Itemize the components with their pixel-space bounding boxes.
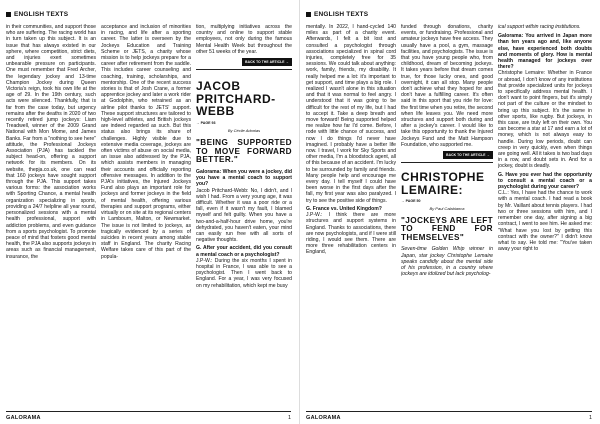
- interview-question: G. After your accident, did you consult a mental coach or a psychologist?: [196, 245, 292, 258]
- divider: [196, 69, 292, 70]
- magazine-brand: GALORAMA: [6, 414, 41, 421]
- section-title: ENGLISH TEXTS: [314, 10, 369, 18]
- page-number: 1: [588, 414, 592, 421]
- article-title: CHRISTOPHE LEMAIRE:: [401, 170, 485, 197]
- interview-answer: J.P-W.: I think there are more structures and support systems in England. Thanks to associations, there are now psychologists, and if I were still riding, I would see them. There are more three rehabilitation centers in England,: [306, 212, 396, 256]
- right-column-1: [306, 24, 396, 404]
- left-column-2: [101, 24, 191, 404]
- section-marker-icon: [306, 12, 311, 17]
- interview-question: Galorama: When you were a jockey, did you have a mental coach to support you?: [196, 168, 292, 188]
- right-column-3: [498, 24, 592, 404]
- standfirst: Seven-time Golden Whip winner in Japan, star jockey Christophe Lemaire speaks candidly about the mental side of his profession, in a country where jockeys are idolized but lack psycholog-: [401, 246, 493, 278]
- back-to-article-button[interactable]: BACK TO THE ARTICLE →: [443, 151, 493, 159]
- back-to-article-button[interactable]: BACK TO THE ARTICLE →: [242, 58, 292, 66]
- body-text: in their communities, and support those who are suffering. The racing world has in turn taken up this subject. It is an issue that has always existed in our sphere, where competition, strict diets, and injuries exert sometimes unbearable pressure on participants. One must remember that Fred Archer, the legendary jockey and 13-time Champion Jockey during Queen Victoria's reign, took his own life at the age of 29. In the 19th century, such acts were silenced. Thankfully, that is far from the case today, but urgency remains after the deaths in 2020 of two recently retired jump jockeys: Liam Treadwell, winner of the 2009 Grand National with Mon Mome, and James Banks. Far from a "nothing to see here" attitude, the Professional Jockeys Association (PJA) has tackled the subject head-on, offering a support network for its members. On its website, thepja.co.uk, one can read that 160 jockeys have sought support through the PJA. This support takes various forms: the association works with Sporting Chance, a mental health organization specializing in sports, providing a 24/7 helpline all year round, personalized sessions with a mental health professional, support with addiction problems, and even guidance from a sports psychologist. To promote peace of mind that fosters good mental health, the PJA also supports jockeys in areas such as financial management, insurance, the: [6, 24, 96, 260]
- interview-question: Galorama: You arrived in Japan more than ten years ago and, like anyone else, have experienced both doubts and moments of glory. How is mental health managed for jockeys over there?: [498, 33, 592, 71]
- pull-quote: "JOCKEYS ARE LEFT TO FEND FOR THEMSELVES": [401, 215, 493, 242]
- left-page-footer: [6, 411, 291, 421]
- pull-quote: "BEING SUPPORTED TO MOVE FORWARD BETTER.": [196, 138, 292, 165]
- standfirst-continued: ical support within racing institutions.: [498, 24, 581, 30]
- left-column-1: [6, 24, 96, 404]
- body-text: acceptance and inclusion of minorities in racing, and life after a sporting career. The latter is overseen by the Jockeys Education and Training Scheme or JETS, a charity whose mission is to help jockeys prepare for a career after retirement from the saddle. This includes career counseling and coaching, training, scholarships, and mentorship. One of the recent success stories is that of Josh Crane, a former apprentice jockey and later a work rider at Godolphin, who retrained as an airline pilot thanks to JETS' support. These support structures are tailored to high-level athletes, and British jockeys are indeed regarded as such. But this status also brings its share of challenges. Highly visible due to extensive media coverage, jockeys are often victims of abuse on social media, an issue also addressed by the PJA, which assists members in managing their accounts and officially reporting offensive messages. In addition to the PJA's initiatives, the Injured Jockeys Fund also plays an important role for jockeys and former jockeys in the field of mental health, offering various therapies and support programs, either virtually or on site at its regional centers in Lambourn, Malton, or Newmarket. The issue is not limited to jockeys, as tragically evidenced by a series of suicides in recent years among stable staff in England. The charity Racing Welfare takes care of this part of the popula-: [101, 24, 191, 260]
- interview-answer: J.P-W.: During the six months I spent in hospital in France, I was able to see a psychologist. Then I went back to England. For a year, I was very focused on my rehabilitation, which kept me busy: [196, 257, 292, 289]
- interview-answer: C.L.: Yes, I have had the chance to work with a mental coach. I had read a book by Mr. Vaillant about tennis players. I had two or three sessions with him, and I remember one day, after signing a big contract, I went to see him. He asked me: "What have you lost by getting this contract with the owner?" I didn't know what to say. He told me: "You've taken away your right to: [498, 190, 592, 253]
- article-title: JACOB PRITCHARD-WEBB: [196, 79, 276, 119]
- byline: By Cécile Adonias: [227, 127, 261, 133]
- magazine-brand: GALORAMA: [306, 414, 341, 421]
- section-marker-icon: [6, 12, 11, 17]
- byline: By Paul Calabianca: [429, 206, 465, 212]
- interview-answer: Christophe Lemaire: Whether in France or abroad, I don't know of any institutions that provide specialized units for jockeys to specifically address mental health. I don't want to point fingers, but it's simply not part of the culture or the mindset to bring up this subject. It's the same in other sports, like rugby. But jockeys, in this case, are truly left on their own. You can become a star at 17 and earn a lot of money, which is not always easy to handle. During low periods, doubt can creep in very quickly, even when things are going well. All it takes is two bad days in a row, and doubt sets in. And for a jockey, doubt is deadly.: [498, 70, 592, 170]
- interview-answer: mentally. In 2022, I hand-cycled 140 miles as part of a charity event. Afterwards, I felt a bit lost and consulted a psychologist through associations specialized in spinal cord injuries, completely free for 35 sessions. We could talk about anything: work, family, friends, my disability. It really helped me a lot: it's important to get support, and time plays a big role. I realized I wasn't alone in this situation and that it was normal to feel angry. I understood that it was going to be difficult for the rest of my life, but I had to accept it. Take a deep breath and move forward! Being supported helped me realize how far I'd come. Before, I rode with little chance of success, and now I do things I'd never have imagined. I probably have a better life now. I travel, I work for Sky Sports and other media, I'm a bloodstock agent, all of this because of an accident. I'm lucky to be surrounded by family and friends. Many people help and encourage me every day. I tell myself I could have been worse in the first days after the fall, my first year was also paralyzed. I try to see the positive side of things.: [306, 24, 396, 204]
- left-column-3: [196, 24, 292, 404]
- interview-answer: Jacob Pritchard-Webb: No, I didn't, and I wish I had. From a very young age, it was difficult. Whether it was a poor ride or a fall, even if it wasn't my fault, I blamed myself and felt guilty. When you have a two-and-a-half-hour drive home, you're dehydrated, you haven't eaten, your mind can easily run free with all sorts of negative thoughts.: [196, 187, 292, 244]
- interview-question: G. Have you ever had the opportunity to consult a mental coach or a psychologist during your career?: [498, 171, 592, 191]
- right-page-header: [300, 7, 600, 21]
- right-page: [300, 0, 600, 424]
- page-number: 1: [287, 414, 291, 421]
- page-reference: → PAGE 93: [196, 120, 216, 125]
- section-title: ENGLISH TEXTS: [14, 10, 69, 18]
- body-text: tion, multiplying initiatives across the country and online to support stable employees, not only during the famous Mental Health Week but throughout the other 51 weeks of the year.: [196, 24, 292, 55]
- right-page-footer: [306, 411, 592, 421]
- interview-question: G. France vs. United Kingdom?: [306, 205, 382, 212]
- interview-answer: funded through donations, charity events, or fundraising. Professional and amateur jockeys have free access. They usually have a pool, a gym, massage facilities, and psychologists. The issue is that you have young people who, from childhood, dream of becoming jockeys. It takes years before that dream comes true, for those lucky ones, and good overnight, it can all stop. Many people don't achieve what they hoped for and don't have a fulfilling career. It's often said in this sport that you ride for love: the first time when you retire, the second when life leaves you. We need more structures and support both during and after a jockey's career. I would like to take this opportunity to thank the Injured Jockeys Fund and the Matt Hampson Foundation, who supported me.: [401, 24, 493, 148]
- right-column-2: [401, 24, 493, 404]
- page-reference: → PAGE 50: [401, 199, 421, 204]
- left-page-header: [0, 7, 299, 21]
- divider: [401, 162, 493, 163]
